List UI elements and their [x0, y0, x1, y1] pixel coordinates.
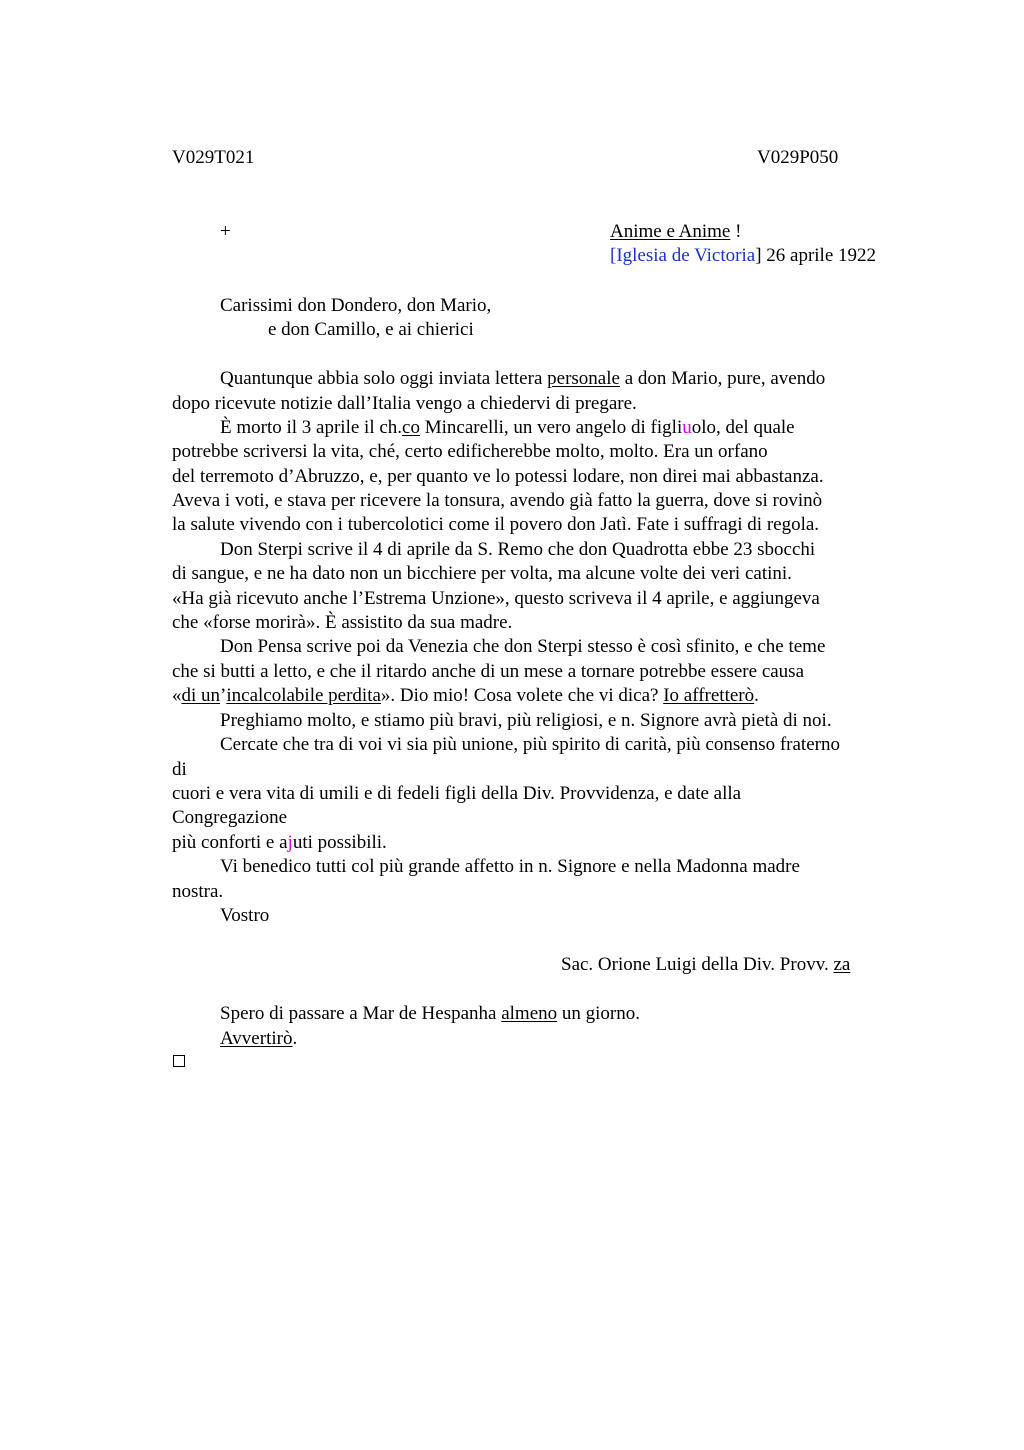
letter-date: 26 aprile 1922 — [761, 245, 877, 266]
text-segment: . — [292, 1028, 298, 1049]
underlined-text: personale — [547, 368, 620, 389]
highlighted-letter: u — [682, 417, 692, 438]
body-line — [172, 831, 387, 855]
underlined-text: almeno — [501, 1003, 558, 1024]
text-segment: più conforti e a — [172, 832, 288, 853]
body-line: la salute vivendo con i tubercolotici come il povero don Jatì. Fate i suffragi di regola. — [172, 514, 820, 535]
body-line: Congregazione — [172, 807, 288, 828]
text-segment: « — [172, 685, 182, 706]
place-bracket-close: ] — [755, 245, 762, 266]
text-segment: Spero di passare a Mar de Hespanha — [220, 1003, 502, 1024]
body-line: di — [172, 759, 187, 780]
text-segment: olo, del quale — [691, 417, 795, 438]
place-bracket-open: [ — [610, 245, 617, 266]
body-line: nostra. — [172, 881, 224, 902]
body-line: Don Pensa scrive poi da Venezia che don Sterpi stesso è così sfinito, e che teme — [220, 636, 826, 657]
text-segment: un giorno. — [557, 1003, 641, 1024]
signature-suffix: za — [833, 954, 851, 975]
document-code-left: V029T021 — [172, 147, 255, 168]
body-line: potrebbe scriversi la vita, ché, certo edificherebbe molto, molto. Era un orfano — [172, 441, 768, 462]
motto-text: Anime e Anime — [610, 221, 731, 242]
body-line: Preghiamo molto, e stiamo più bravi, più religiosi, e n. Signore avrà pietà di noi. — [220, 710, 832, 731]
cross-mark: + — [220, 221, 231, 242]
text-segment: uti possibili. — [292, 832, 387, 853]
text-segment: Mincarelli, un vero angelo di figli — [419, 417, 683, 438]
text-segment: ». Dio mio! Cosa volete che vi dica? — [380, 685, 664, 706]
text-segment: Quantunque abbia solo oggi inviata lettera — [220, 368, 548, 389]
highlighted-letter: j — [287, 832, 293, 853]
postscript-line-2 — [220, 1027, 297, 1051]
underlined-text: incalcolabile perdita — [226, 685, 381, 706]
body-line: del terremoto d’Abruzzo, e, per quanto ve lo potessi lodare, non direi mai abbastanza. — [172, 466, 824, 487]
body-line — [220, 367, 825, 391]
salutation-line-1: Carissimi don Dondero, don Mario, — [220, 295, 492, 316]
text-segment: È morto il 3 aprile il ch. — [220, 417, 403, 438]
body-line — [172, 684, 759, 708]
text-segment: ’ — [220, 685, 227, 706]
body-line: Don Sterpi scrive il 4 di aprile da S. Remo che don Quadrotta ebbe 23 sbocchi — [220, 539, 816, 560]
body-line: che «forse morirà». È assistito da sua madre. — [172, 612, 513, 633]
body-line: Vi benedico tutti col più grande affetto in n. Signore e nella Madonna madre — [220, 856, 800, 877]
body-line: Cercate che tra di voi vi sia più unione, più spirito di carità, più consenso fraterno — [220, 734, 840, 755]
underlined-text: Avvertirò — [220, 1028, 293, 1049]
salutation-line-2: e don Camillo, e ai chierici — [268, 319, 474, 340]
motto-exclaim: ! — [730, 221, 742, 242]
end-box-icon — [173, 1055, 185, 1067]
body-line: dopo ricevute notizie dall’Italia vengo a chiedervi di pregare. — [172, 393, 637, 414]
text-segment: a don Mario, pure, avendo — [619, 368, 826, 389]
underlined-text: co — [402, 417, 420, 438]
body-line: di sangue, e ne ha dato non un bicchiere per volta, ma alcune volte dei veri catini. — [172, 563, 792, 584]
signature-text: Sac. Orione Luigi della Div. Provv. — [561, 954, 834, 975]
place-name: Iglesia de Victoria — [616, 245, 756, 266]
place-date — [610, 245, 876, 267]
body-line: «Ha già ricevuto anche l’Estrema Unzione», questo scriveva il 4 aprile, e aggiungeva — [172, 588, 820, 609]
body-line: Aveva i voti, e stava per ricevere la tonsura, avendo già fatto la guerra, dove si rovinò — [172, 490, 823, 511]
underlined-text: Io affretterò — [663, 685, 755, 706]
postscript-line-1 — [220, 1002, 640, 1026]
text-segment: . — [754, 685, 759, 706]
body-line — [220, 416, 795, 440]
signature — [561, 954, 850, 976]
document-code-right: V029P050 — [757, 147, 839, 168]
closing-word: Vostro — [220, 905, 270, 926]
motto — [610, 221, 741, 243]
underlined-text: di un — [181, 685, 221, 706]
body-line: cuori e vera vita di umili e di fedeli figli della Div. Provvidenza, e date alla — [172, 783, 742, 804]
body-line: che si butti a letto, e che il ritardo anche di un mese a tornare potrebbe essere causa — [172, 661, 805, 682]
